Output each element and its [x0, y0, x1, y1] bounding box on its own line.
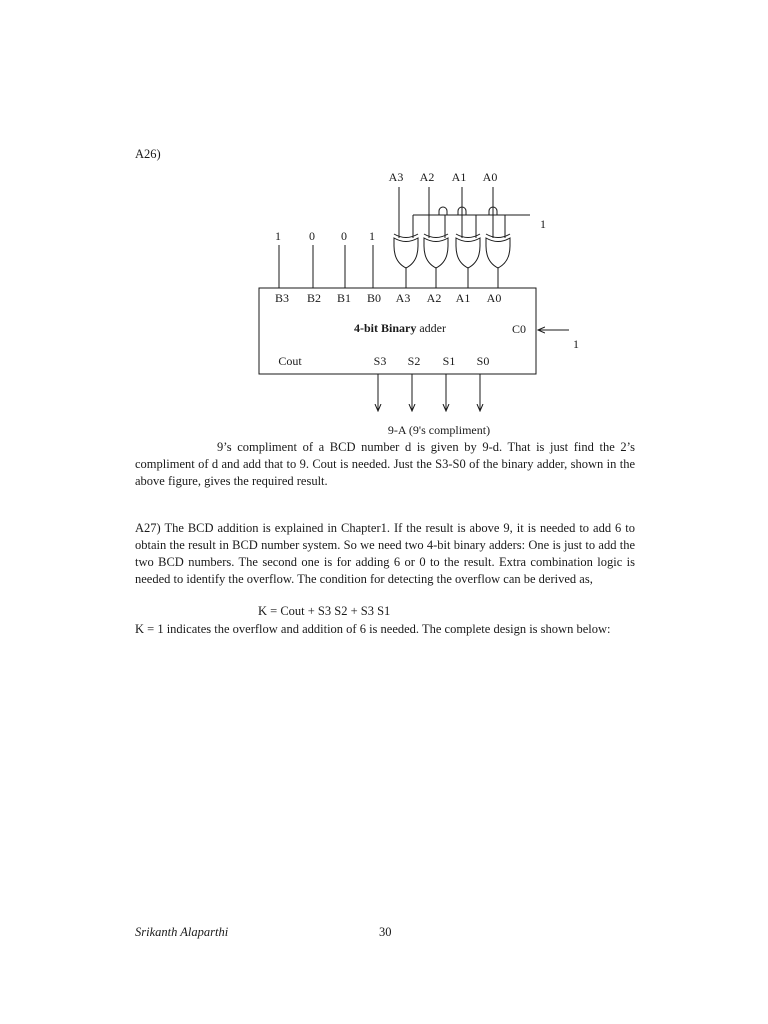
overflow-equation: K = Cout + S3 S2 + S3 S1: [258, 604, 391, 618]
adder-pin-b0: B0: [366, 291, 382, 305]
adder-pin-b2: B2: [306, 291, 322, 305]
b0-value-label: 1: [369, 229, 375, 243]
answer-a27-text: A27) The BCD addition is explained in Chapter1. If the result is above 9, it is needed to add 6 to obtain the result in BCD number system. So we need two 4-bit binary adders: One is just to add the two BCD numbers. The second one is for adding 6 or 0 to the result. Extra combination logic is needed to identify the overflow. The condition for detecting the overflow can be derived as,: [135, 521, 635, 586]
xor-gate: [424, 234, 448, 268]
adder-pin-a1: A1: [455, 291, 471, 305]
xor-gate: [486, 234, 510, 268]
overflow-explanation-paragraph: [135, 621, 635, 638]
adder-pin-a2: A2: [426, 291, 442, 305]
answer-a26-paragraph: [135, 439, 635, 490]
answer-a27-paragraph: [135, 520, 635, 588]
answer-a26-text: 9’s compliment of a BCD number d is given by 9-d. That is just find the 2’s compliment of d and add that to 9. Cout is needed. Just the S3-S0 of the binary adder, shown in the above figure, gives the required result.: [135, 440, 635, 488]
xor-control-value-label: 1: [540, 217, 546, 231]
a0-input-label: A0: [482, 170, 498, 184]
question-label-a26: A26): [135, 147, 161, 161]
diagram-output-caption: 9-A (9's compliment): [387, 423, 491, 437]
xor-gate: [394, 234, 418, 268]
sum-pin-s0: S0: [476, 354, 490, 368]
footer-author: Srikanth Alaparthi: [135, 925, 229, 939]
a1-input-label: A1: [451, 170, 467, 184]
a2-input-label: A2: [419, 170, 435, 184]
carry-out-pin-label: Cout: [278, 354, 302, 368]
adder-title: 4-bit Binary adder: [354, 321, 446, 335]
sum-pin-s2: S2: [407, 354, 421, 368]
overflow-explanation-text: K = 1 indicates the overflow and addition of 6 is needed. The complete design is shown below:: [135, 622, 611, 636]
page-number: 30: [379, 925, 392, 939]
b2-value-label: 0: [309, 229, 315, 243]
adder-pin-a3: A3: [395, 291, 411, 305]
xor-gate: [456, 234, 480, 268]
a3-input-label: A3: [388, 170, 404, 184]
sum-pin-s3: S3: [373, 354, 387, 368]
sum-output-arrows: [378, 374, 480, 411]
adder-pin-a0: A0: [486, 291, 502, 305]
carry-in-value-label: 1: [573, 337, 579, 351]
adder-pin-b3: B3: [274, 291, 290, 305]
carry-in-pin-label: C0: [511, 322, 527, 336]
b1-value-label: 0: [341, 229, 347, 243]
sum-pin-s1: S1: [442, 354, 456, 368]
nines-complement-circuit-diagram: [0, 0, 768, 440]
b3-value-label: 1: [275, 229, 281, 243]
adder-pin-b1: B1: [336, 291, 352, 305]
